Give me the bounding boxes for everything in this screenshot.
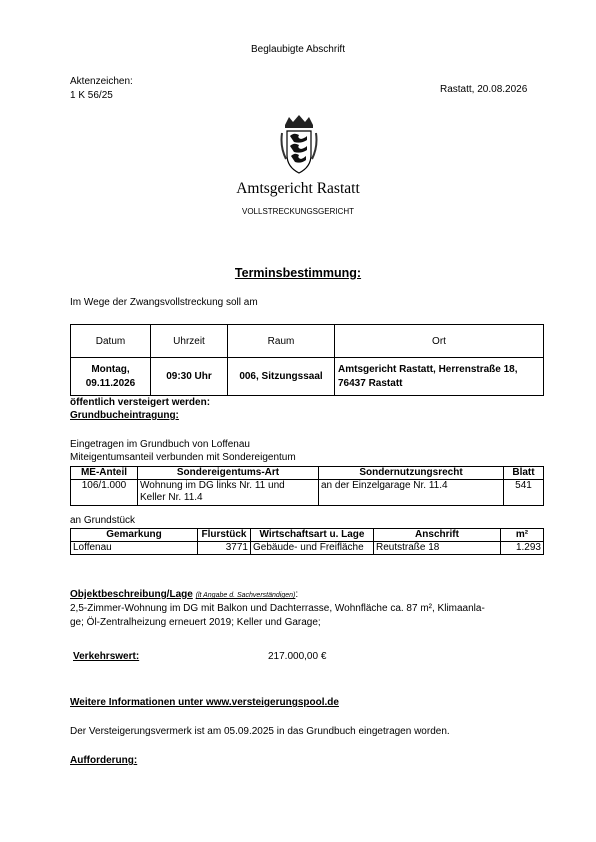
appointment-date-value: 09.11.2026 <box>85 377 136 389</box>
plot-label: an Grundstück <box>70 515 136 526</box>
plot-header-district: Gemarkung <box>71 529 198 542</box>
court-name: Amtsgericht Rastatt <box>236 180 360 197</box>
appointment-table <box>70 324 544 396</box>
land-register-line1: Eingetragen im Grundbuch von Loffenau <box>70 439 250 450</box>
more-info-link[interactable]: Weitere Informationen unter www.versteigerungspool.de <box>70 697 339 708</box>
entry-note: Der Versteigerungsvermerk ist am 05.09.2025 in das Grundbuch eingetragen worden. <box>70 726 450 737</box>
auction-text: öffentlich versteigert werden: <box>70 397 211 408</box>
certified-copy-label: Beglaubigte Abschrift <box>251 44 345 55</box>
appointment-time: 09:30 Uhr <box>151 358 228 396</box>
intro-text: Im Wege der Zwangsvollstreckung soll am <box>70 297 258 308</box>
sheet-number: 541 <box>504 480 544 506</box>
file-number: 1 K 56/25 <box>70 90 113 101</box>
plot-table <box>70 528 544 555</box>
usage-right: an der Einzelgarage Nr. 11.4 <box>319 480 504 506</box>
file-number-label: Aktenzeichen: <box>70 76 133 87</box>
ownership-type <box>138 480 319 506</box>
market-value-amount: 217.000,00 € <box>268 651 327 662</box>
object-heading: Objektbeschreibung/Lage <box>70 589 193 600</box>
share-header-share: ME-Anteil <box>71 467 138 480</box>
plot-parcel: 3771 <box>198 542 251 555</box>
plot-header-type: Wirtschaftsart u. Lage <box>251 529 374 542</box>
coat-of-arms-icon <box>279 113 319 175</box>
appointment-place <box>335 358 544 396</box>
plot-area: 1.293 <box>501 542 544 555</box>
plot-address: Reutstraße 18 <box>374 542 501 555</box>
object-colon: : <box>295 589 299 600</box>
place-date: Rastatt, 20.08.2026 <box>440 84 528 95</box>
appointment-header-time: Uhrzeit <box>151 325 228 358</box>
appointment-header-date: Datum <box>71 325 151 358</box>
ownership-line2: Keller Nr. 11.4 <box>140 492 203 503</box>
share-header-sheet: Blatt <box>504 467 544 480</box>
appointment-date <box>71 358 151 396</box>
share-table <box>70 466 544 506</box>
market-value-label: Verkehrswert: <box>73 651 140 662</box>
plot-district: Loffenau <box>71 542 198 555</box>
plot-type: Gebäude- und Freifläche <box>251 542 374 555</box>
plot-header-address: Anschrift <box>374 529 501 542</box>
object-note: (lt Angabe d. Sachverständigen) <box>195 592 296 599</box>
page-title: Terminsbestimmung: <box>234 266 362 280</box>
land-register-heading: Grundbucheintragung: <box>70 410 179 421</box>
object-heading-line <box>70 589 298 600</box>
appointment-place-line1: Amtsgericht Rastatt, Herrenstraße 18, <box>338 363 518 375</box>
court-division: VOLLSTRECKUNGSGERICHT <box>241 207 355 216</box>
appointment-header-place: Ort <box>335 325 544 358</box>
appointment-place-line2: 76437 Rastatt <box>338 377 403 389</box>
share-header-ownership: Sondereigentums-Art <box>138 467 319 480</box>
request-heading: Aufforderung: <box>70 755 138 766</box>
share-value: 106/1.000 <box>71 480 138 506</box>
plot-header-parcel: Flurstück <box>198 529 251 542</box>
object-description-line1: 2,5-Zimmer-Wohnung im DG mit Balkon und Dachterrasse, Wohnfläche ca. 87 m², Klimaanla- <box>70 603 485 614</box>
appointment-header-room: Raum <box>228 325 335 358</box>
appointment-room: 006, Sitzungssaal <box>228 358 335 396</box>
object-description-line2: ge; Öl-Zentralheizung erneuert 2019; Keller und Garage; <box>70 617 321 628</box>
appointment-weekday: Montag, <box>91 363 130 375</box>
share-header-usage: Sondernutzungsrecht <box>319 467 504 480</box>
ownership-line1: Wohnung im DG links Nr. 11 und <box>140 480 285 491</box>
land-register-line2: Miteigentumsanteil verbunden mit Sondereigentum <box>70 452 296 463</box>
plot-header-area: m² <box>501 529 544 542</box>
